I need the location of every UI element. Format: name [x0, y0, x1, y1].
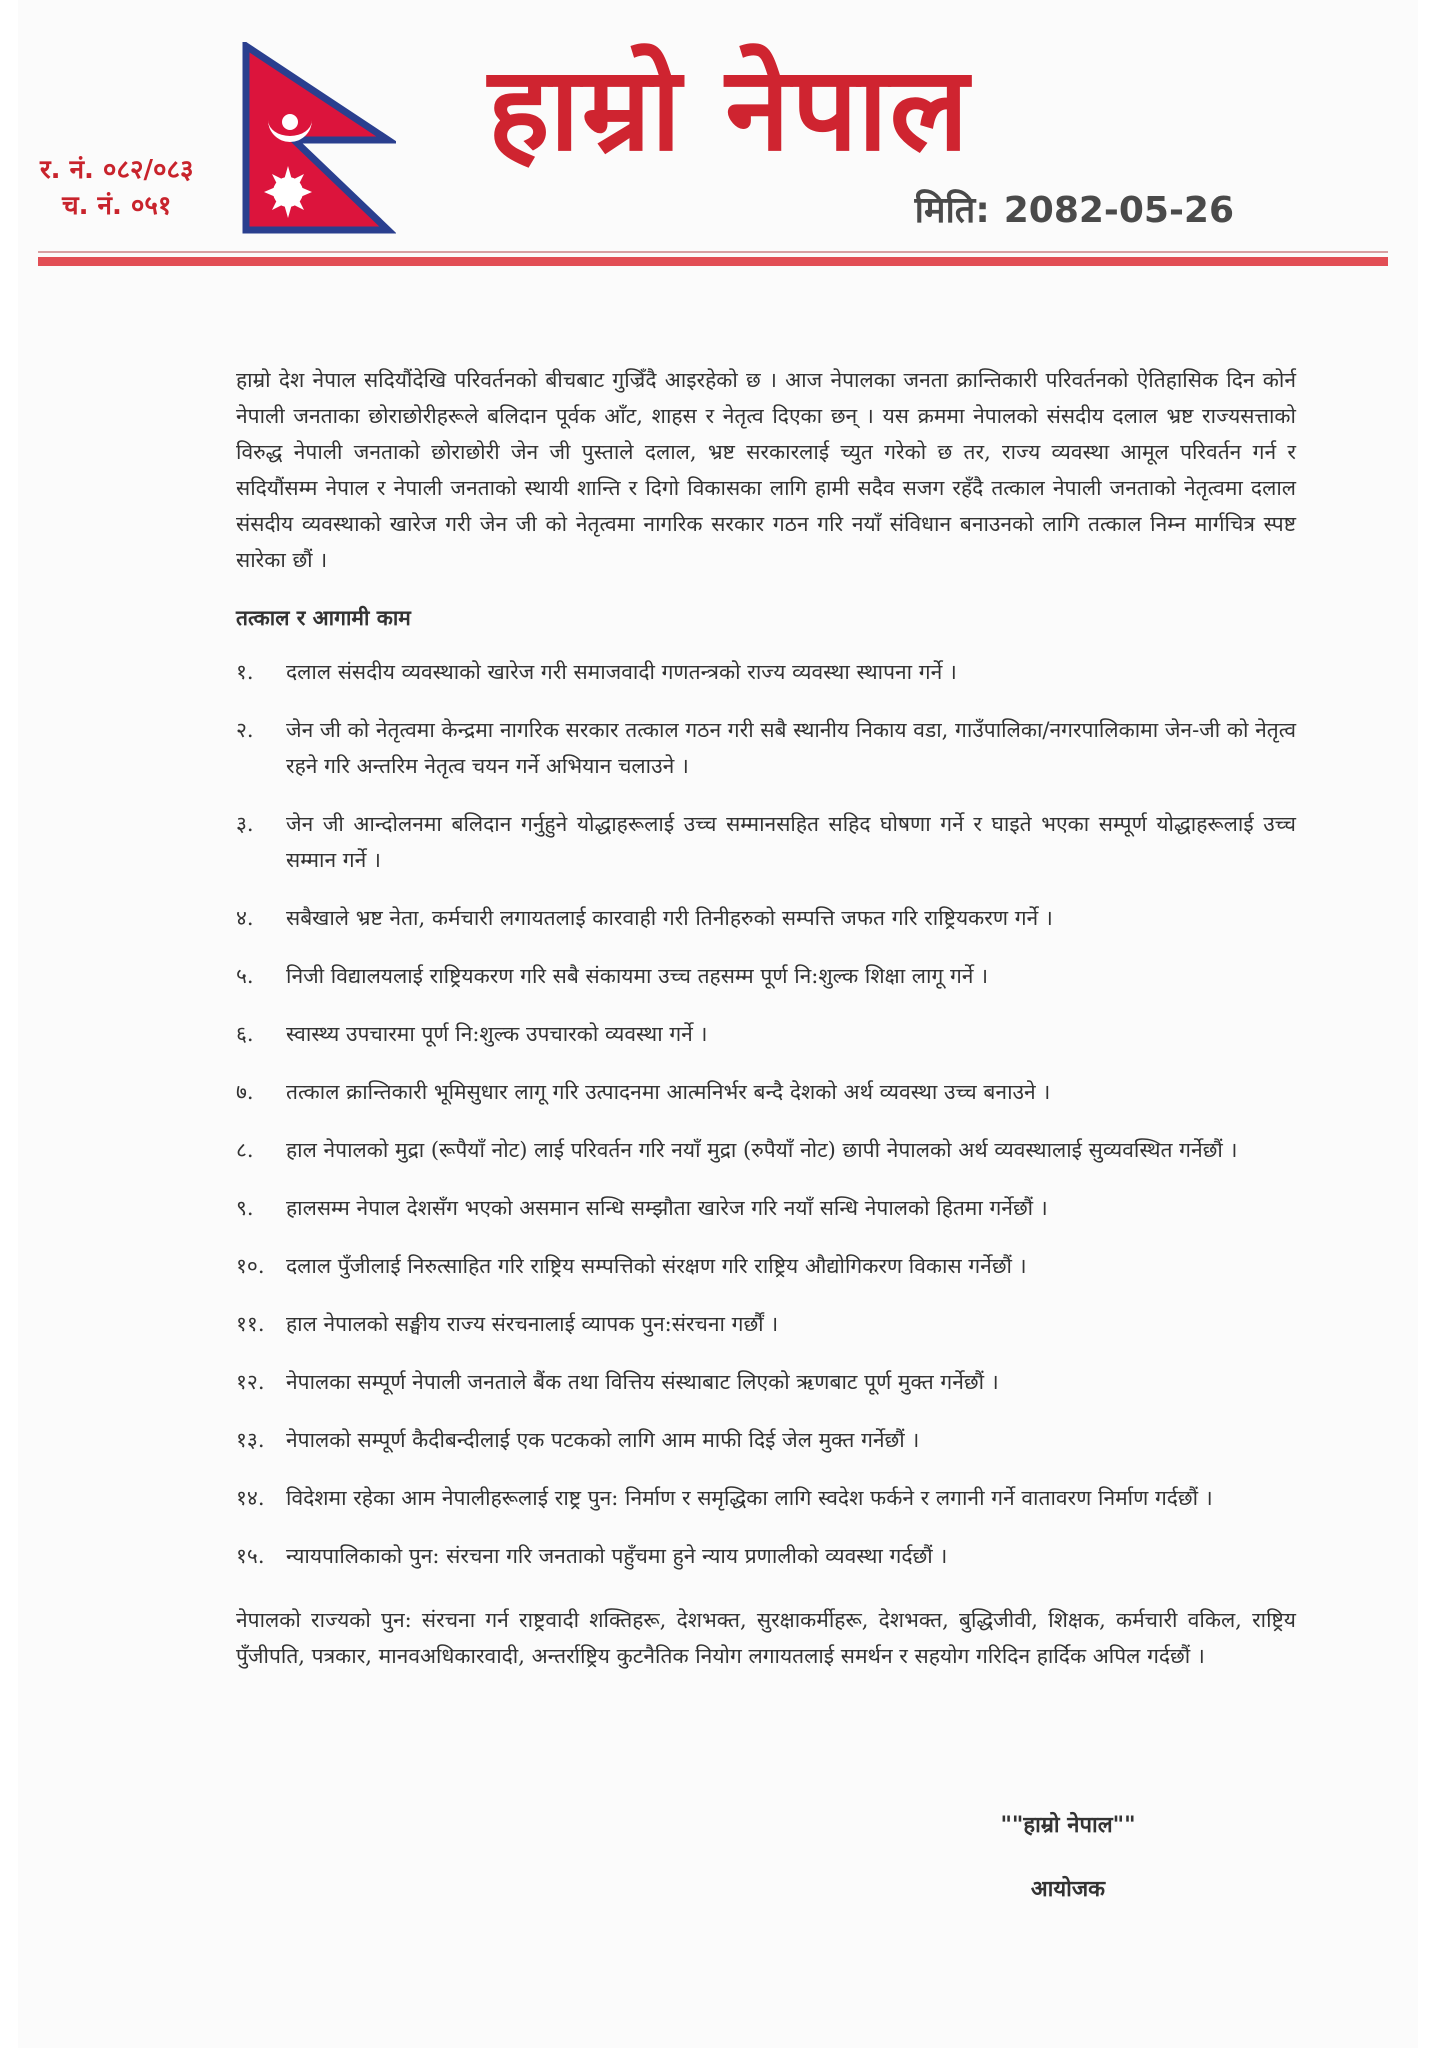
- item-text: सबैखाले भ्रष्ट नेता, कर्मचारी लगायतलाई कारवाही गरी तिनीहरुको सम्पत्ति जफत गरि राष्ट्रियकरण गर्ने ।: [286, 906, 1053, 930]
- item-text: दलाल संसदीय व्यवस्थाको खारेज गरी समाजवादी गणतन्त्रको राज्य व्यवस्था स्थापना गर्ने ।: [286, 660, 957, 684]
- list-item: [236, 1480, 1296, 1516]
- item-number: ११.: [236, 1312, 265, 1336]
- dispatch-number: च. नं. ०५१: [62, 191, 172, 221]
- item-number: १०.: [236, 1254, 265, 1278]
- date-line: [915, 184, 1234, 233]
- item-text: नेपालका सम्पूर्ण नेपाली जनताले बैंक तथा वित्तिय संस्थाबाट लिएको ऋणबाट पूर्ण मुक्त गर्नेछौं ।: [286, 1370, 999, 1394]
- signature-block: [968, 1810, 1168, 1904]
- header-divider-thin: [38, 251, 1388, 253]
- item-text: विदेशमा रहेका आम नेपालीहरूलाई राष्ट्र पुन: निर्माण र समृद्धिका लागि स्वदेश फर्कने र लगानी गर्ने वातावरण निर्माण गर्दछौं ।: [286, 1486, 1213, 1510]
- item-number: २.: [236, 718, 254, 742]
- section-heading: तत्काल र आगामी काम: [236, 605, 411, 630]
- document-page: [18, 0, 1418, 2048]
- list-item: [236, 900, 1296, 936]
- list-item: [236, 712, 1296, 784]
- item-text: स्वास्थ्य उपचारमा पूर्ण नि:शुल्क उपचारको व्यवस्था गर्ने ।: [286, 1022, 708, 1046]
- list-item: [236, 1016, 1296, 1052]
- item-number: १.: [236, 660, 254, 684]
- item-text: नेपालको सम्पूर्ण कैदीबन्दीलाई एक पटकको लागि आम माफी दिई जेल मुक्त गर्नेछौं ।: [286, 1428, 920, 1452]
- signature-role: आयोजक: [1030, 1876, 1106, 1902]
- item-number: ८.: [236, 1138, 254, 1162]
- item-text: हाल नेपालको मुद्रा (रूपैयाँ नोट) लाई परिवर्तन गरि नयाँ मुद्रा (रुपैयाँ नोट) छापी नेपालको अर्थ व्यवस्थालाई सुव्यवस्थित गर्नेछौं ।: [286, 1138, 1238, 1162]
- date-value: 2082-05-26: [1003, 190, 1234, 231]
- list-item: [236, 1074, 1296, 1110]
- item-number: ९.: [236, 1196, 254, 1220]
- item-number: ३.: [236, 812, 254, 836]
- item-number: १५.: [236, 1544, 265, 1568]
- page-title: हाम्रो नेपाल: [488, 42, 971, 177]
- list-item: [236, 1538, 1296, 1574]
- date-label: मिति:: [914, 190, 990, 231]
- item-number: ६.: [236, 1022, 254, 1046]
- item-text: निजी विद्यालयलाई राष्ट्रियकरण गरि सबै संकायमा उच्च तहसम्म पूर्ण नि:शुल्क शिक्षा लागू गर्ने ।: [286, 964, 989, 988]
- header-divider: [38, 257, 1388, 266]
- signature-org: ""हाम्रो नेपाल"": [1000, 1812, 1136, 1838]
- list-item: [236, 806, 1296, 878]
- registration-number: र. नं. ०८२/०८३: [40, 155, 194, 185]
- item-text: तत्काल क्रान्तिकारी भूमिसुधार लागू गरि उत्पादनमा आत्मनिर्भर बन्दै देशको अर्थ व्यवस्था उच्च बनाउने ।: [286, 1080, 1051, 1104]
- list-item: [236, 1422, 1296, 1458]
- item-text: न्यायपालिकाको पुन: संरचना गरि जनताको पहुँचमा हुने न्याय प्रणालीको व्यवस्था गर्दछौं ।: [286, 1544, 948, 1568]
- item-number: १४.: [236, 1486, 265, 1510]
- list-item: [236, 1190, 1296, 1226]
- item-text: हाल नेपालको सङ्घीय राज्य संरचनालाई व्यापक पुन:संरचना गर्छौं ।: [286, 1312, 779, 1336]
- action-list: [236, 654, 1296, 1574]
- closing-paragraph: नेपालको राज्यको पुन: संरचना गर्न राष्ट्रवादी शक्तिहरू, देशभक्त, सुरक्षाकर्मीहरू, देशभक्त, बुद्धिजीवी, शिक्षक, कर्मचारी वकिल, राष्ट्रिय पुँजीपति, पत्रकार, मानवअधिकारवादी, अन्तर्राष्ट्रिय कुटनैतिक नियोग लगायतलाई समर्थन र सहयोग गरिदिन हार्दिक अपिल गर्दछौं ।: [236, 1608, 1296, 1668]
- list-item: [236, 1248, 1296, 1284]
- item-text: हालसम्म नेपाल देशसँग भएको असमान सन्धि सम्झौता खारेज गरि नयाँ सन्धि नेपालको हितमा गर्नेछौं ।: [286, 1196, 1048, 1220]
- nepal-flag-icon: [240, 42, 396, 234]
- item-number: ४.: [236, 906, 254, 930]
- item-text: जेन जी आन्दोलनमा बलिदान गर्नुहुने योद्धाहरूलाई उच्च सम्मानसहित सहिद घोषणा गर्ने र घाइते भएका सम्पूर्ण योद्धाहरूलाई उच्च सम्मान गर्ने ।: [286, 812, 1296, 872]
- item-number: १२.: [236, 1370, 265, 1394]
- reference-numbers: [40, 152, 194, 224]
- letter-body: [236, 362, 1296, 1674]
- item-number: ५.: [236, 964, 254, 988]
- list-item: [236, 1364, 1296, 1400]
- intro-paragraph: हाम्रो देश नेपाल सदियौंदेखि परिवर्तनको बीचबाट गुज्रिँदै आइरहेको छ । आज नेपालका जनता क्रान्तिकारी परिवर्तनको ऐतिहासिक दिन कोर्न नेपाली जनताका छोराछोरीहरूले बलिदान पूर्वक आँट, शाहस र नेतृत्व दिएका छन् । यस क्रममा नेपालको संसदीय दलाल भ्रष्ट राज्यसत्ताको विरुद्ध नेपाली जनताको छोराछोरी जेन जी पुस्ताले दलाल, भ्रष्ट सरकारलाई च्युत गरेको छ तर, राज्य व्यवस्था आमूल परिवर्तन गर्न र सदियौंसम्म नेपाल र नेपाली जनताको स्थायी शान्ति र दिगो विकासका लागि हामी सदैव सजग रहँदै तत्काल नेपाली जनताको नेतृत्वमा दलाल संसदीय व्यवस्थाको खारेज गरी जेन जी को नेतृत्वमा नागरिक सरकार गठन गरि नयाँ संविधान बनाउनको लागि तत्काल निम्न मार्गचित्र स्पष्ट सारेका छौं ।: [236, 368, 1296, 572]
- list-item: [236, 1132, 1296, 1168]
- item-text: दलाल पुँजीलाई निरुत्साहित गरि राष्ट्रिय सम्पत्तिको संरक्षण गरि राष्ट्रिय औद्योगिकरण विकास गर्नेछौं ।: [286, 1254, 1027, 1278]
- item-number: १३.: [236, 1428, 265, 1452]
- list-item: [236, 1306, 1296, 1342]
- item-text: जेन जी को नेतृत्वमा केन्द्रमा नागरिक सरकार तत्काल गठन गरी सबै स्थानीय निकाय वडा, गाउँपालिका/नगरपालिकामा जेन-जी को नेतृत्व रहने गरि अन्तरिम नेतृत्व चयन गर्ने अभियान चलाउने ।: [286, 718, 1296, 778]
- list-item: [236, 654, 1296, 690]
- list-item: [236, 958, 1296, 994]
- item-number: ७.: [236, 1080, 254, 1104]
